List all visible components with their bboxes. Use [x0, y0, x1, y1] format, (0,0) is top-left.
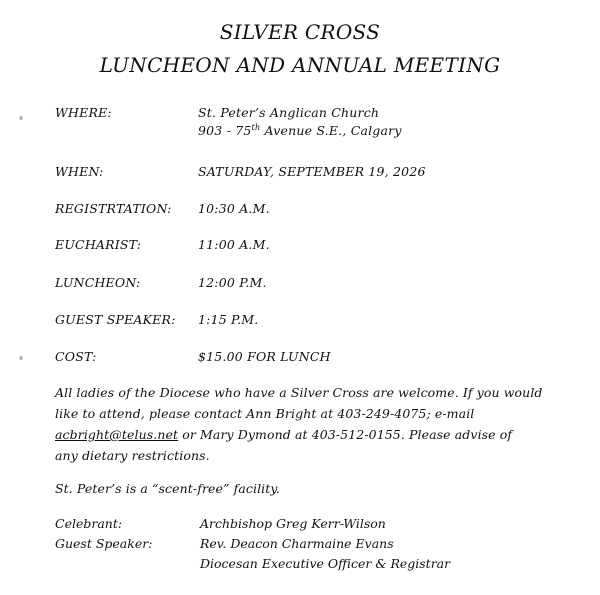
when-label: WHEN: [55, 164, 104, 179]
cost-value: $15.00 FOR LUNCH [198, 349, 331, 364]
registration-label: REGISTRTATION: [55, 201, 172, 216]
scan-mark [19, 116, 23, 120]
guest-speaker-time: 1:15 P.M. [198, 312, 259, 327]
celebrant-label: Celebrant: [55, 516, 123, 531]
guest-speaker-role-label: Guest Speaker: [55, 536, 153, 551]
eucharist-time: 11:00 A.M. [198, 237, 270, 252]
guest-speaker-name: Rev. Deacon Charmaine Evans [200, 536, 394, 551]
when-date: SATURDAY, SEPTEMBER 19, 2026 [198, 164, 426, 179]
paragraph-line-rest: or Mary Dymond at 403-512-0155. Please advise of [178, 427, 513, 442]
luncheon-time: 12:00 P.M. [198, 275, 267, 290]
paragraph-line [55, 424, 551, 445]
scan-mark [19, 356, 23, 360]
paragraph-line: like to attend, please contact Ann Bright at 403-249-4075; e-mail [55, 406, 475, 421]
scent-free-note: St. Peter’s is a “scent-free” facility. [55, 481, 280, 496]
luncheon-label: LUNCHEON: [55, 275, 141, 290]
eucharist-label: EUCHARIST: [55, 237, 142, 252]
address-ordinal: th [251, 123, 261, 132]
cost-label: COST: [55, 349, 97, 364]
registration-time: 10:30 A.M. [198, 201, 270, 216]
address-street: Avenue S.E., Calgary [260, 123, 402, 138]
where-address [198, 123, 402, 138]
address-number: 903 - 75 [198, 123, 252, 138]
invitation-paragraph [55, 382, 551, 466]
title-line-1: SILVER CROSS [219, 20, 381, 44]
email-link[interactable]: acbright@telus.net [55, 427, 179, 442]
title-line-2: LUNCHEON AND ANNUAL MEETING [99, 53, 501, 77]
guest-speaker-title: Diocesan Executive Officer & Registrar [200, 556, 451, 571]
guest-speaker-label: GUEST SPEAKER: [55, 312, 176, 327]
paragraph-line: All ladies of the Diocese who have a Silver Cross are welcome. If you would [55, 385, 543, 400]
celebrant-name: Archbishop Greg Kerr-Wilson [200, 516, 386, 531]
where-label: WHERE: [55, 105, 112, 120]
paragraph-line: any dietary restrictions. [55, 448, 210, 463]
where-venue: St. Peter’s Anglican Church [198, 105, 380, 120]
